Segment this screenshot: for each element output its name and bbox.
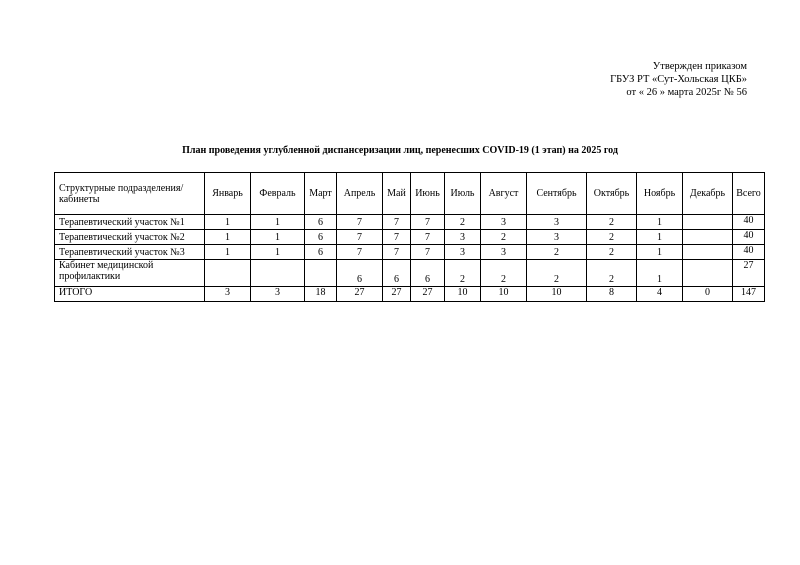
- table-cell: 6: [411, 260, 445, 287]
- table-cell: 1: [251, 245, 305, 260]
- table-cell: 2: [481, 230, 527, 245]
- table-cell: [683, 230, 733, 245]
- plan-table: [54, 172, 765, 302]
- table-cell: 2: [445, 260, 481, 287]
- approval-line-3: от « 26 » марта 2025г № 56: [626, 87, 747, 98]
- row-label: Кабинет медицинской профилактики: [55, 260, 205, 287]
- table-cell: 7: [411, 215, 445, 230]
- table-cell: 6: [337, 260, 383, 287]
- table-cell: 6: [305, 215, 337, 230]
- table-row: [55, 215, 765, 230]
- total-cell: 10: [481, 287, 527, 302]
- row-total: 40: [733, 230, 765, 245]
- table-cell: 3: [527, 215, 587, 230]
- table-cell: 7: [383, 230, 411, 245]
- table-cell: 1: [205, 215, 251, 230]
- table-cell: 7: [383, 215, 411, 230]
- table-cell: 1: [205, 230, 251, 245]
- table-cell: 2: [527, 260, 587, 287]
- header-july: Июль: [445, 173, 481, 215]
- total-row: [55, 287, 765, 302]
- table-cell: 7: [337, 215, 383, 230]
- table-cell: 3: [481, 245, 527, 260]
- table-cell: [305, 260, 337, 287]
- header-department: Структурные подразделения/ кабинеты: [55, 173, 205, 215]
- total-cell: 27: [383, 287, 411, 302]
- table-cell: 1: [205, 245, 251, 260]
- table-cell: 2: [587, 215, 637, 230]
- table-cell: 7: [383, 245, 411, 260]
- table-cell: 1: [637, 230, 683, 245]
- document-title: План проведения углубленной диспансеризации лиц, перенесших COVID-19 (1 этап) на 2025 год: [182, 145, 618, 156]
- header-june: Июнь: [411, 173, 445, 215]
- table-cell: 7: [337, 230, 383, 245]
- total-cell: 8: [587, 287, 637, 302]
- approval-line-1: Утвержден приказом: [652, 61, 747, 72]
- header-april: Апрель: [337, 173, 383, 215]
- table-cell: 2: [445, 215, 481, 230]
- total-cell: 18: [305, 287, 337, 302]
- table-row: [55, 230, 765, 245]
- header-february: Февраль: [251, 173, 305, 215]
- table-row: [55, 260, 765, 287]
- header-september: Сентябрь: [527, 173, 587, 215]
- total-cell: 10: [527, 287, 587, 302]
- table-cell: 1: [637, 245, 683, 260]
- row-label: Терапевтический участок №3: [55, 245, 205, 260]
- table-cell: 7: [337, 245, 383, 260]
- table-cell: 1: [637, 260, 683, 287]
- header-march: Март: [305, 173, 337, 215]
- table-cell: 2: [587, 230, 637, 245]
- table-cell: [205, 260, 251, 287]
- table-header-row: [55, 173, 765, 215]
- total-cell: 27: [411, 287, 445, 302]
- table-cell: [683, 215, 733, 230]
- grand-total: 147: [733, 287, 765, 302]
- total-cell: 3: [251, 287, 305, 302]
- row-label: Терапевтический участок №1: [55, 215, 205, 230]
- table-cell: 3: [527, 230, 587, 245]
- row-total: 27: [733, 260, 765, 287]
- table-cell: [683, 245, 733, 260]
- table-cell: 6: [305, 230, 337, 245]
- header-november: Ноябрь: [637, 173, 683, 215]
- table-cell: 2: [527, 245, 587, 260]
- table-cell: 1: [637, 215, 683, 230]
- table-cell: 6: [383, 260, 411, 287]
- total-cell: 4: [637, 287, 683, 302]
- table-cell: 7: [411, 245, 445, 260]
- total-cell: 0: [683, 287, 733, 302]
- table-cell: 3: [481, 215, 527, 230]
- total-cell: 10: [445, 287, 481, 302]
- table-cell: 6: [305, 245, 337, 260]
- approval-block: [610, 60, 747, 99]
- table-cell: 1: [251, 230, 305, 245]
- row-total: 40: [733, 245, 765, 260]
- table-cell: 1: [251, 215, 305, 230]
- total-label: ИТОГО: [55, 287, 205, 302]
- header-may: Май: [383, 173, 411, 215]
- table-cell: 2: [481, 260, 527, 287]
- table-cell: 2: [587, 260, 637, 287]
- total-cell: 27: [337, 287, 383, 302]
- table-cell: 2: [587, 245, 637, 260]
- table-cell: [251, 260, 305, 287]
- table-cell: 3: [445, 245, 481, 260]
- table-cell: [683, 260, 733, 287]
- header-december: Декабрь: [683, 173, 733, 215]
- row-label: Терапевтический участок №2: [55, 230, 205, 245]
- table-cell: 3: [445, 230, 481, 245]
- approval-line-2: ГБУЗ РТ «Сут-Хольская ЦКБ»: [610, 74, 747, 85]
- total-cell: 3: [205, 287, 251, 302]
- header-january: Январь: [205, 173, 251, 215]
- header-total: Всего: [733, 173, 765, 215]
- header-october: Октябрь: [587, 173, 637, 215]
- table-row: [55, 245, 765, 260]
- table-cell: 7: [411, 230, 445, 245]
- row-total: 40: [733, 215, 765, 230]
- header-august: Август: [481, 173, 527, 215]
